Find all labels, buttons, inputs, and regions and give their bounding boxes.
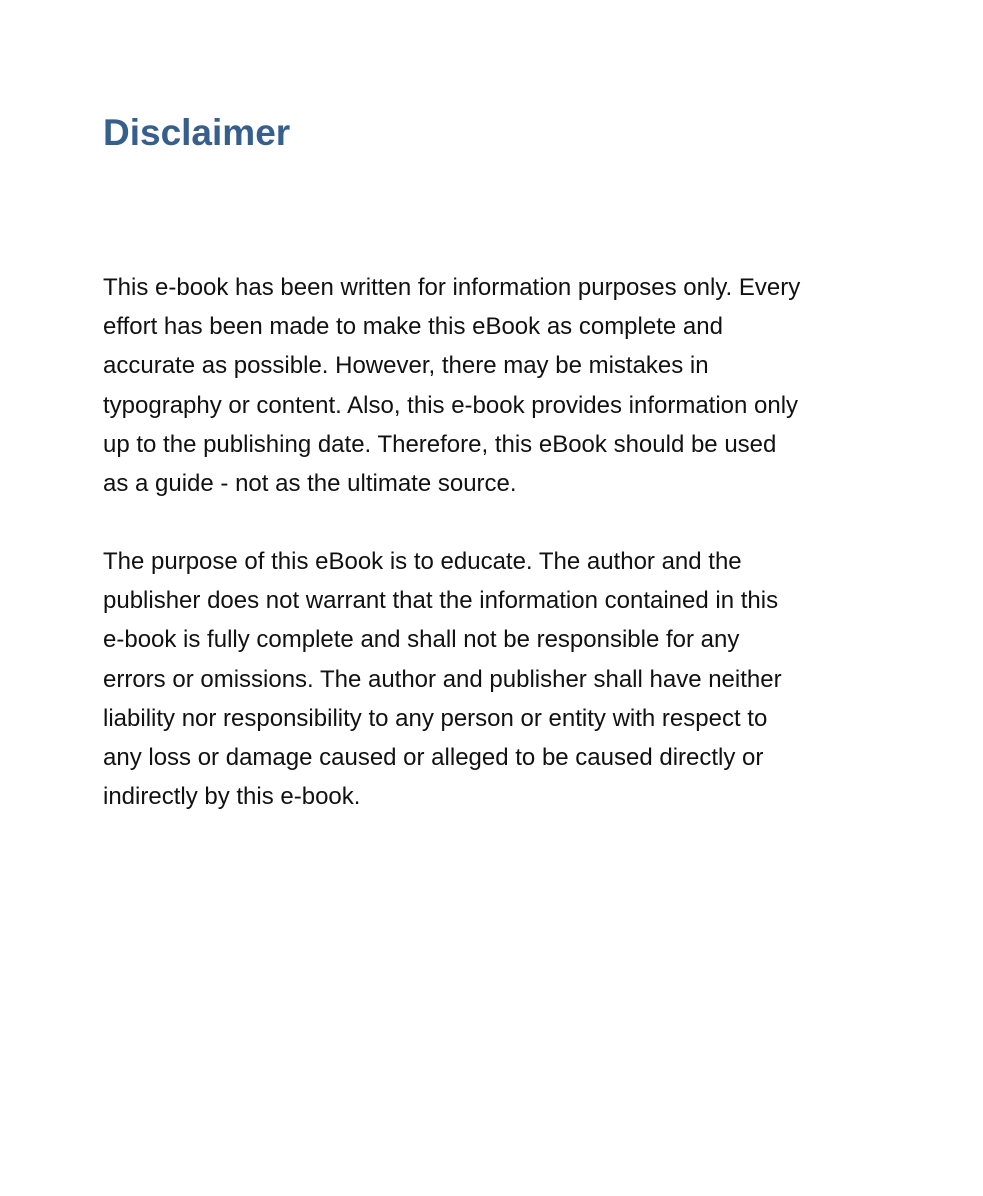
paragraph-line: liability nor responsibility to any person or entity with respect to (103, 704, 768, 732)
paragraph-line: effort has been made to make this eBook as complete and (103, 313, 723, 341)
paragraph-line: any loss or damage caused or alleged to be caused directly or (103, 744, 764, 772)
disclaimer-paragraph-1 (103, 268, 800, 503)
page-title: Disclaimer (103, 112, 291, 153)
paragraph-line: indirectly by this e-book. (103, 783, 361, 811)
paragraph-line: as a guide - not as the ultimate source. (103, 470, 517, 498)
paragraph-line: errors or omissions. The author and publisher shall have neither (103, 665, 782, 693)
paragraph-line: e-book is fully complete and shall not be responsible for any (103, 626, 740, 654)
paragraph-line: The purpose of this eBook is to educate. The author and the (103, 548, 742, 575)
paragraph-line: accurate as possible. However, there may be mistakes in (103, 352, 709, 380)
paragraph-line: This e-book has been written for information purposes only. Every (103, 274, 801, 301)
paragraph-line: typography or content. Also, this e-book provides information only (103, 391, 799, 419)
paragraph-line: publisher does not warrant that the information contained in this (103, 587, 779, 615)
disclaimer-paragraph-2 (103, 542, 782, 816)
paragraph-line: up to the publishing date. Therefore, this eBook should be used (103, 430, 777, 458)
